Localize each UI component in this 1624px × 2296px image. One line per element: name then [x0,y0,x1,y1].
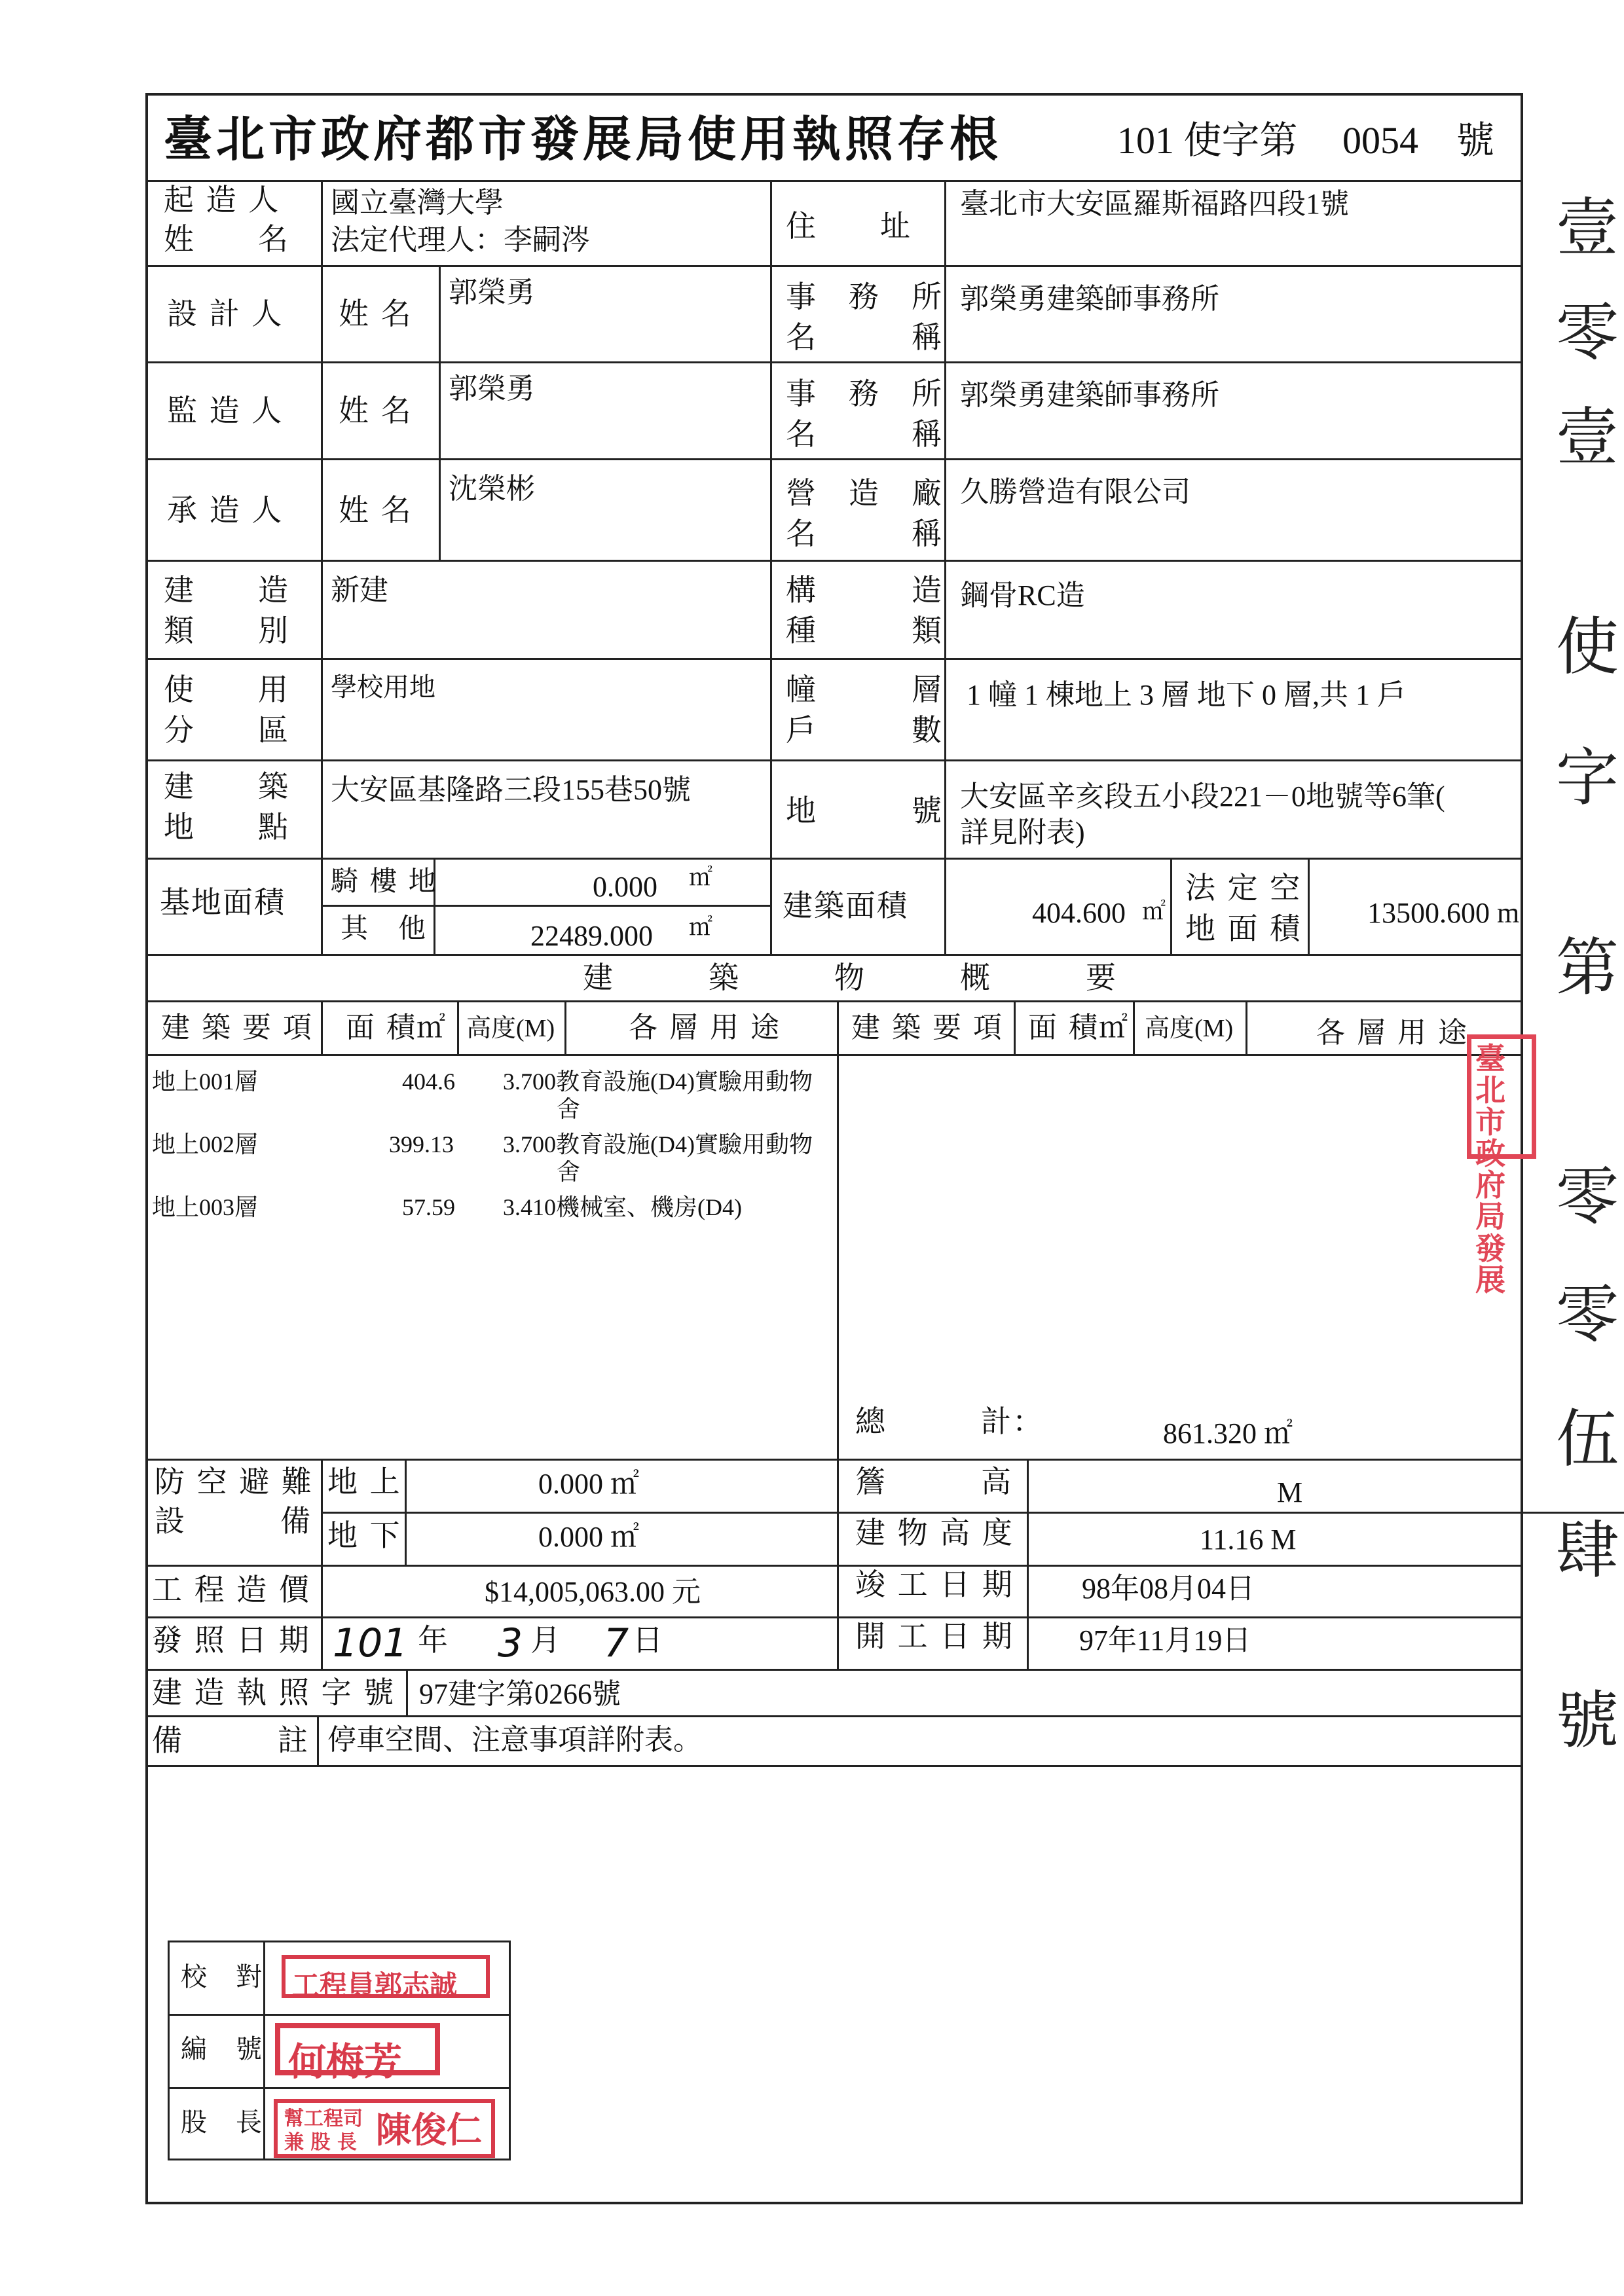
seal-text: 市政府 [1475,1104,1505,1203]
divider [770,180,772,954]
structure-label-2: 種 類 [786,613,943,648]
divider [147,1669,1522,1671]
other-label: 其 他 [341,912,428,944]
contractor-firm-label: 營 造 廠 [786,475,943,511]
divider [168,2014,511,2016]
lot-label: 地 號 [786,793,943,828]
divider [147,658,1522,660]
supervisor-label: 監 造 人 [167,393,284,428]
unit-sqm: ㎡ [689,914,713,940]
total-label: 總 計： [855,1404,1044,1439]
cost-label: 工 程 造 價 [152,1572,310,1607]
col-height-header: 高度(M) [466,1015,555,1042]
floor-use-cont: 舍 [557,1096,581,1122]
completion-date-label: 竣 工 日 期 [855,1567,1014,1602]
col-area-header-right: 面 積㎡ [1028,1011,1129,1044]
build-type-label: 建 造 [164,572,289,608]
divider [1014,1000,1016,1054]
shelter-label-2: 設 備 [155,1503,312,1539]
floor-area: 404.6 [402,1068,455,1095]
building-permit-label: 建 造 執 照 字 號 [152,1675,396,1710]
issue-day: 7 [604,1620,629,1666]
divider [1170,858,1172,954]
divider [147,560,1522,562]
designer-office-label: 事 務 所 [786,279,943,314]
side-char: 壹 [1556,401,1619,474]
designer-office-label-2: 名 稱 [786,319,943,355]
designer-name-label: 姓 名 [339,296,413,331]
units-label-2: 戶 數 [786,712,943,748]
side-char: 零 [1556,1160,1619,1233]
divider [147,759,1522,761]
building-height-label: 建 物 高 度 [855,1515,1014,1550]
chief-stamp-title: 幫工程司 [284,2107,363,2130]
below-ground-label: 地 下 [327,1518,401,1553]
divider [147,1459,1522,1461]
issue-month: 3 [498,1620,523,1666]
permit-number: 0054 [1342,119,1418,162]
col-item-header: 建 築 要 項 [161,1011,313,1044]
floor-use: 3.700教育設施(D4)實驗用動物 [503,1131,813,1157]
divider [147,458,1522,460]
number-label: 編 號 [181,2034,263,2064]
units-value: 1 幢 1 棟地上 3 層 地下 0 層,共 1 戶 [967,679,1406,711]
day-char: 日 [633,1622,664,1658]
eave-height-label: 簷 高 [855,1464,1012,1499]
floor-name: 地上002層 [152,1131,259,1157]
seal-text: 發展 [1475,1230,1505,1298]
arcade-label: 騎 樓 地 [331,865,437,897]
divider [564,1000,566,1054]
divider [321,1459,323,1669]
total-area: 861.320 ㎡ [1163,1417,1293,1449]
location-label-2: 地 點 [164,809,289,845]
completion-date: 98年08月04日 [1082,1573,1255,1605]
divider [147,858,1522,860]
shelter-label: 防 空 避 難 [155,1464,313,1499]
overview-heading: 建 築 物 概 要 [583,960,1117,995]
divider [770,858,772,954]
remarks-value: 停車空間、注意事項詳附表。 [327,1724,702,1756]
open-space-label: 法 定 空 [1185,870,1302,905]
floor-area: 399.13 [389,1131,454,1157]
col-use-header-right: 各 層 用 途 [1316,1016,1468,1049]
checker-stamp [282,1955,490,2001]
designer-label: 設 計 人 [167,296,284,331]
units-label: 幢 層 [786,672,943,707]
year-char: 年 [418,1622,449,1658]
issue-year: 101 [333,1620,408,1666]
building-address: 大安區基隆路三段155巷50號 [331,774,691,806]
floor-name: 地上001層 [152,1068,259,1095]
floor-name: 地上003層 [152,1194,259,1220]
divider [1308,858,1310,954]
side-char: 第 [1556,931,1619,1004]
eave-height: M [1277,1476,1303,1508]
contractor-name-label: 姓 名 [339,492,413,528]
divider [317,1715,319,1765]
arcade-area: 0.000 [593,871,657,903]
unit-sqm: ㎡ [689,864,713,890]
structure-label: 構 造 [786,572,943,608]
other-area: 22489.000 [530,920,653,952]
floor-area: 57.59 [402,1194,455,1220]
divider [837,1000,839,1459]
side-char: 壹 [1556,191,1619,264]
side-char: 伍 [1556,1402,1619,1476]
lot-number: 大安區辛亥段五小段221－0地號等6筆( [960,780,1445,812]
structure-type: 鋼骨RC造 [960,579,1085,611]
owner-address: 臺北市大安區羅斯福路四段1號 [960,188,1349,220]
divider [405,1459,407,1565]
construction-cost: $14,005,063.00 元 [485,1576,701,1608]
divider [147,1565,1522,1567]
divider [147,1000,1522,1002]
divider [147,1054,1522,1056]
government-seal [1467,1034,1536,1298]
chief-label: 股 長 [181,2107,263,2138]
supervisor-name: 郭榮勇 [449,373,535,405]
issue-date-label: 發 照 日 期 [152,1622,310,1658]
contractor-firm: 久勝營造有限公司 [960,476,1190,508]
numberer-stamp-text: 何梅芳 [288,2039,403,2084]
floor-use-cont: 舍 [557,1159,581,1185]
divider [457,1000,459,1054]
col-use-header: 各 層 用 途 [629,1011,781,1044]
divider [147,1616,1522,1618]
owner-representative: 法定代理人：李嗣涔 [331,224,590,256]
building-area-label: 建築面積 [783,888,908,923]
supervisor-office: 郭榮勇建築師事務所 [960,379,1219,411]
designer-name: 郭榮勇 [449,276,535,308]
owner-label-2: 姓 名 [164,221,289,257]
zoning-label: 使 用 [164,672,289,707]
month-char: 月 [530,1622,562,1658]
divider [1133,1000,1135,1054]
document-title: 臺北市政府都市發展局使用執照存根 [164,111,1002,168]
divider [147,1715,1522,1717]
owner-name: 國立臺灣大學 [331,187,504,219]
building-area: 404.600 [1032,897,1126,929]
remarks-label: 備 註 [152,1722,309,1758]
shelter-above: 0.000 ㎡ [538,1468,639,1500]
zoning-value: 學校用地 [331,672,435,702]
seal-text: 局 [1475,1199,1505,1235]
unit-sqm: ㎡ [1142,898,1166,924]
check-label: 校 對 [181,1962,263,1992]
owner-label: 起 造 人 [164,182,280,217]
divider [439,265,441,560]
open-space-label-2: 地 面 積 [1185,911,1302,946]
build-type: 新建 [331,574,388,606]
divider [263,1941,265,2160]
designer-office: 郭榮勇建築師事務所 [960,283,1219,315]
side-char: 號 [1556,1684,1619,1757]
chief-stamp-title-2: 兼 股 長 [284,2131,357,2154]
seal-text: 臺北 [1475,1041,1505,1108]
contractor-name: 沈榮彬 [449,473,535,505]
divider [321,905,770,907]
divider [1027,1459,1029,1669]
side-char: 字 [1556,741,1619,814]
numberer-stamp [275,2023,440,2084]
open-space-area: 13500.600 m [1367,897,1520,929]
building-height: 11.16 M [1200,1523,1297,1556]
divider [147,954,1522,956]
col-height-header-right: 高度(M) [1145,1015,1234,1042]
location-label: 建 築 [164,769,289,804]
side-char: 零 [1556,1278,1619,1351]
start-date: 97年11月19日 [1079,1624,1251,1656]
divider [321,1000,323,1054]
supervisor-name-label: 姓 名 [339,393,413,428]
floor-use: 3.700教育設施(D4)實驗用動物 [503,1068,813,1095]
contractor-firm-label-2: 名 稱 [786,516,943,551]
side-char: 肆 [1556,1514,1619,1587]
shelter-below: 0.000 ㎡ [538,1521,639,1553]
checker-stamp-text: 工程員郭志誠 [292,1969,458,2001]
divider [944,858,946,954]
site-area-label: 基地面積 [160,884,286,920]
side-char: 零 [1556,296,1619,369]
floor-use: 3.410機械室、機房(D4) [503,1194,742,1220]
divider [837,1459,839,1669]
building-permit-number: 97建字第0266號 [419,1678,621,1710]
chief-stamp-name: 陳俊仁 [376,2109,482,2151]
build-type-label-2: 類 別 [164,613,289,648]
divider [147,265,1522,267]
divider [147,180,1522,182]
divider [1246,1000,1247,1054]
col-area-header: 面 積㎡ [346,1011,447,1044]
side-char: 使 [1556,610,1619,683]
address-label: 住 址 [786,208,912,244]
contractor-label: 承 造 人 [167,492,284,528]
permit-number-suffix: 號 [1456,119,1495,162]
permit-number-prefix: 101 使字第 [1117,119,1298,162]
col-item-header-right: 建 築 要 項 [851,1011,1003,1044]
start-date-label: 開 工 日 期 [855,1618,1014,1654]
chief-stamp [274,2099,495,2158]
divider [321,180,323,954]
divider [837,1512,1057,1514]
supervisor-office-label-2: 名 稱 [786,416,943,452]
supervisor-office-label: 事 務 所 [786,376,943,411]
lot-number-2: 詳見附表) [960,816,1085,848]
divider [944,180,946,954]
zoning-label-2: 分 區 [164,712,289,748]
above-ground-label: 地 上 [327,1464,401,1499]
divider [147,361,1522,363]
divider [147,1765,1522,1767]
divider [406,1669,408,1715]
divider [168,2087,511,2089]
